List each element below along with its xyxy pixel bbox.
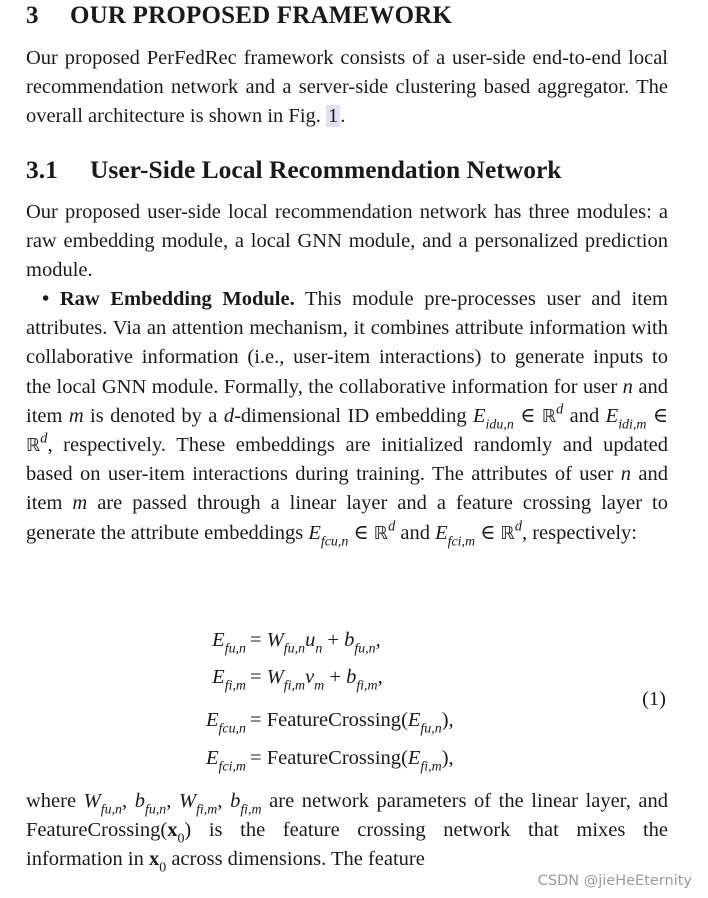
intro-end: . (340, 105, 346, 128)
figure-reference-link[interactable]: 1 (328, 105, 339, 128)
math-E-fcu: $E_{fcu,n}$ ∈ ℝ$^d$ (308, 518, 396, 549)
text: where (26, 790, 84, 812)
text: is the feature crossing network that mixes the information in (26, 819, 668, 871)
section-title: OUR PROPOSED FRAMEWORK (70, 2, 453, 29)
raw-embedding-paragraph (26, 285, 668, 548)
text: are passed through a linear layer and a feature crossing layer to generate the attribute embeddings (26, 492, 668, 544)
text: , respectively. These embeddings are initialized randomly and updated based on user-item interactions during training. The attributes of user (26, 434, 668, 486)
text: across dimensions. The feature (166, 848, 425, 871)
text: and item (26, 375, 668, 427)
text: , respectively: (521, 521, 637, 544)
math-featurecrossing: $FeatureCrossing(x_0)$ (26, 819, 192, 847)
math-var: m (72, 492, 88, 515)
text: and (395, 521, 436, 544)
section-heading (26, 2, 452, 30)
subsection-heading (26, 155, 561, 185)
text: is denoted by a (83, 404, 224, 427)
math-E-fci: $E_{fci,m}$ ∈ ℝ$^d$ (435, 518, 522, 549)
math-var: d (223, 404, 235, 427)
intro-text: Our proposed PerFedRec framework consists of a user-side end-to-end local recommendation network and a server-side clustering based aggregator. The overall architecture is shown in Fig. (26, 47, 668, 128)
subsection-title: User-Side Local Recommendation Network (90, 155, 562, 184)
text: and (563, 404, 606, 427)
equation-1: $E_{fu,n}$ = $W_{fu,n}u_n + b_{fu,n}$, $E_{fi,m}$ = $W_{fi,m}v_m + b_{fi,m}$, $E_{fcu,n}$ = $FeatureCrossing(E_{fu,n})$, $E_{fci,m}$ = $FeatureCrossing(E_{fi,m})$, (1) (205, 629, 666, 775)
watermark: CSDN @jieHeEternity (537, 873, 692, 889)
math-E-idi: $E_{idi,m}$ ∈ ℝ$^d$ (26, 404, 669, 457)
text: -dimensional ID embedding (234, 404, 474, 427)
section-intro-paragraph (26, 44, 668, 132)
math-var: m (68, 404, 84, 427)
subsection-intro-paragraph: Our proposed user-side local recommendation network has three modules: a raw embedding module, a local GNN module, and a personalized prediction module. (26, 201, 668, 282)
equation-number: (1) (642, 688, 666, 710)
text: are network parameters of the linear layer, and (261, 790, 668, 812)
subsection-number: 3.1 (26, 155, 58, 184)
math-E-idu: $E_{idu,n}$ ∈ ℝ$^d$ (473, 401, 564, 433)
after-equation-paragraph (26, 787, 668, 875)
math-var: n (622, 375, 633, 398)
raw-embedding-heading: • Raw Embedding Module. (42, 288, 295, 310)
math-var: n (620, 463, 632, 486)
text: and item (26, 463, 668, 515)
text: This module pre-processes user and item attributes. Via an attention mechanism, it combines attribute information with collaborative information (i.e., user-item interactions) to generate inputs to the local GNN module. Formally, the collaborative information for user (26, 288, 668, 398)
math-params: $W_{fu,n}$, $b_{fu,n}$, $W_{fi,m}$, $b_{fi,m}$ (83, 790, 262, 818)
section-number: 3 (26, 2, 39, 29)
math-x0: $x_0$ (148, 848, 167, 876)
